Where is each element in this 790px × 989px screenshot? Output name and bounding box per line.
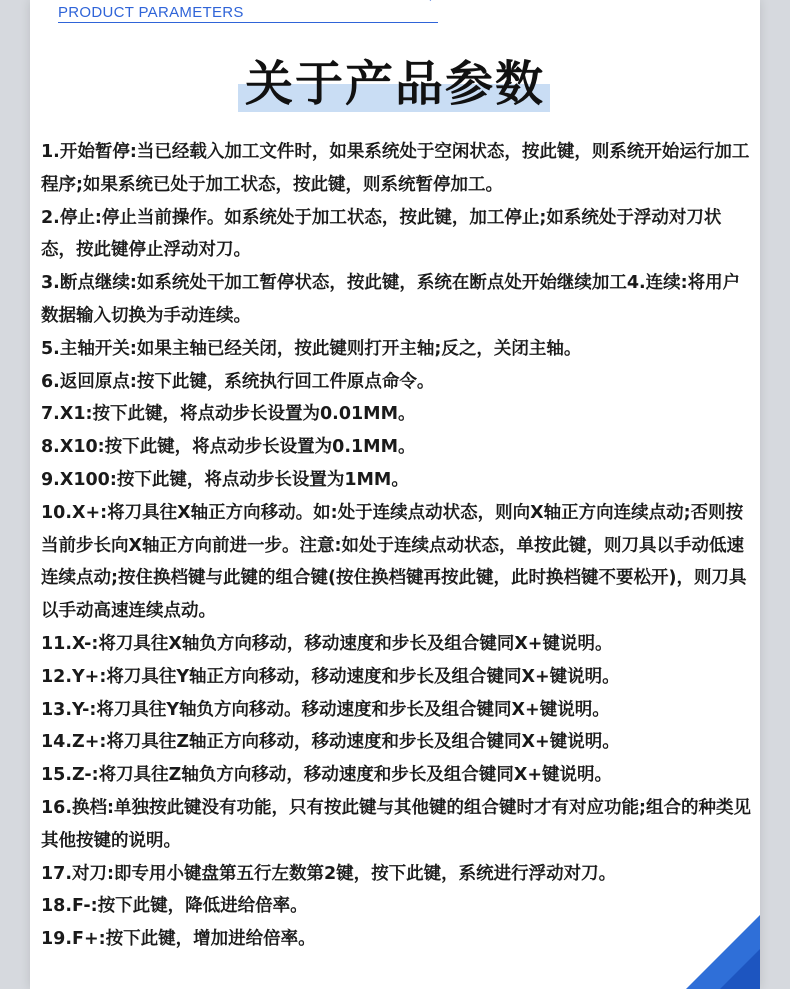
list-item: 6.返回原点:按下此键，系统执行回工件原点命令。 (41, 371, 435, 392)
list-item: 10.X+:将刀具往X轴正方向移动。如:处于连续点动状态，则向X轴正方向连续点动;否则按当前步长向X轴正方向前进一步。注意:如处于连续点动状态，单按此键，则刀具以手动低速连续点动;按住换档键与此键的组合键(按住换档键再按此键，此时换档键不要松开)，则刀具以手动高速连续点动。 (41, 502, 747, 622)
header-divider (58, 22, 438, 23)
list-item: 14.Z+:将刀具往Z轴正方向移动，移动速度和步长及组合键同X+键说明。 (41, 732, 620, 753)
list-item: 9.X100:按下此键，将点动步长设置为1MM。 (41, 469, 409, 490)
parameter-list (41, 136, 753, 956)
list-item: 13.Y-:将刀具往Y轴负方向移动。移动速度和步长及组合键同X+键说明。 (41, 699, 610, 720)
product-parameters-card (30, 0, 760, 989)
list-item: 11.X-:将刀具往X轴负方向移动，移动速度和步长及组合键同X+键说明。 (41, 633, 613, 654)
list-item: 12.Y+:将刀具往Y轴正方向移动，移动速度和步长及组合键同X+键说明。 (41, 666, 620, 687)
list-item: 1.开始暂停:当已经载入加工文件时，如果系统处于空闲状态，按此键，则系统开始运行加工程序;如果系统已处于加工状态，按此键，则系统暂停加工。 (41, 142, 750, 195)
list-item: 7.X1:按下此键，将点动步长设置为0.01MM。 (41, 404, 416, 425)
list-item: 3.断点继续:如系统处干加工暂停状态，按此键，系统在断点处开始继续加工4.连续:将用户数据输入切换为手动连续。 (41, 273, 741, 326)
list-item: 5.主轴开关:如果主轴已经关闭，按此键则打开主轴;反之，关闭主轴。 (41, 338, 582, 359)
list-item: 2.停止:停止当前操作。如系统处于加工状态，按此键，加工停止;如系统处于浮动对刀状态，按此键停止浮动对刀。 (41, 207, 722, 261)
list-item: 18.F-:按下此键，降低进给倍率。 (41, 896, 308, 917)
header-divider-slash (430, 0, 439, 1)
list-item: 8.X10:按下此键，将点动步长设置为0.1MM。 (41, 437, 416, 458)
list-item: 19.F+:按下此键，增加进给倍率。 (41, 929, 316, 950)
list-item: 15.Z-:将刀具往Z轴负方向移动，移动速度和步长及组合键同X+键说明。 (41, 765, 612, 786)
section-tag: PRODUCT PARAMETERS (58, 4, 244, 21)
corner-accent-triangle-inner (720, 949, 760, 989)
list-item: 17.对刀:即专用小键盘第五行左数第2键，按下此键，系统进行浮动对刀。 (41, 863, 617, 884)
page-title: 关于产品参数 (244, 56, 545, 112)
list-item: 16.换档:单独按此键没有功能，只有按此键与其他键的组合键时才有对应功能;组合的种类见其他按键的说明。 (41, 797, 751, 851)
